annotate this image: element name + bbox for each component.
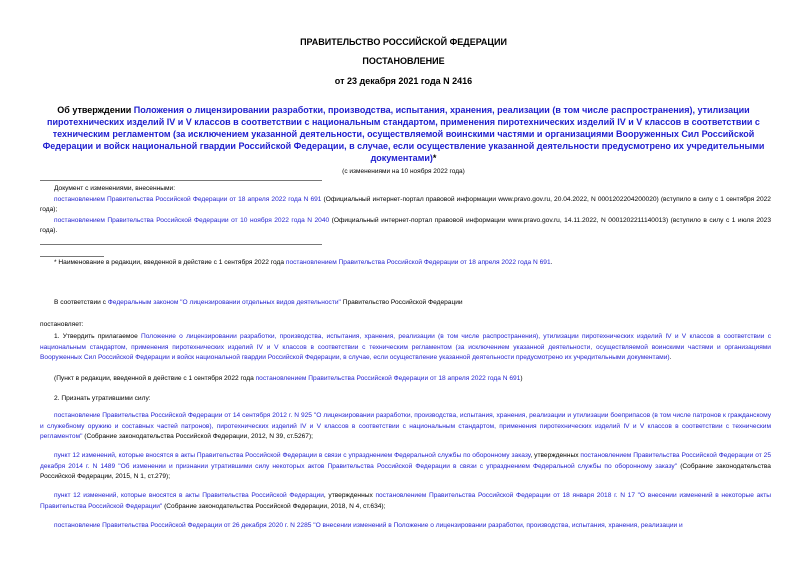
doc-date-number: от 23 декабря 2021 года N 2416: [334, 76, 473, 86]
repealed-link[interactable]: постановлением Правительства Российской Федерации от 18 января 2018 г. N 17 "О внесении изменений в некоторые акты Правительства Российской Федерации": [40, 492, 771, 510]
title-prefix: Об утверждении: [57, 105, 134, 115]
divider: [40, 244, 322, 245]
repealed-text: (Собрание законодательства Российской Федерации, 2015, N 1, ст.279);: [40, 462, 771, 480]
repealed-link[interactable]: постановлением Правительства Российской Федерации от 25 декабря 2014 г. N 1489 "Об изменении и признании утратившими силу некоторых актов Правительства Российской Федерации в связи с упразднением Федеральной службы по оборонному заказу": [40, 452, 771, 470]
point-1-end: .: [669, 354, 672, 361]
basis-text: Правительство Российской Федерации: [340, 299, 463, 306]
title-link[interactable]: Положения о лицензировании разработки, производства, испытания, хранения, реализации (в том числе распространения), утилизации пиротехнических изделий IV и V классов в соответствии с национальным стандартом, применения пиротехнических изделий IV и V классов в соответствии с техническим регламентом (за исключением указанной деятельности, осуществляемой воинскими частями и организациями Вооруженных Сил Российской Федерации и войск национальной гвардии Российской Федерации, в случае, если осуществление указанной деятельности предусмотрено их учредительными документами): [42, 105, 765, 163]
change-item: [40, 216, 771, 237]
doc-title: [40, 104, 767, 164]
repealed-link[interactable]: постановление Правительства Российской Федерации от 26 декабря 2020 г. N 2285 "О внесении изменений в Положение о лицензировании разработки, производства, испытания, хранения, реализации и: [54, 522, 683, 529]
repealed-item: [40, 411, 771, 443]
regulation-link[interactable]: Положение о лицензировании разработки, производства, испытания, хранения, реализации (в том числе распространения), утилизации пиротехнических изделий IV и V классов в соответствии с национальным стандартом, применения пиротехнических изделий IV и V классов в соответствии с техническим регламентом (за исключением указанной деятельности, осуществляемой воинскими частями и организациями Вооруженных Сил Российской Федерации и войск национальной гвардии Российской Федерации, в случае, если осуществление указанной деятельности предусмотрено их учредительными документами): [40, 333, 771, 361]
repealed-text: , утвержденных: [530, 452, 581, 459]
point-1-text: 1. Утвердить прилагаемое: [54, 333, 142, 340]
repealed-text: , утвержденных: [323, 492, 376, 499]
change-text: (Официальный интернет-портал правовой информации www.pravo.gov.ru, 14.11.2022, N 0001202211140013) (вступило в силу с 1 июля 2023 года).: [40, 216, 771, 234]
repealed-item: [40, 521, 771, 532]
repealed-link[interactable]: пункт 12 изменений, которые вносятся в акты Правительства Российской Федерации: [54, 492, 324, 499]
footnote-divider: [40, 256, 104, 257]
point-1: [40, 332, 771, 364]
repealed-link[interactable]: пункт 12 изменений, которые вносятся в акты Правительства Российской Федерации в связи с упразднением Федеральной службы по оборонному заказу: [54, 452, 531, 459]
repealed-text: (Собрание законодательства Российской Федерации, 2018, N 4, ст.634);: [162, 502, 386, 510]
point-1-note-link[interactable]: постановлением Правительства Российской Федерации от 18 апреля 2022 года N 691: [255, 375, 521, 382]
edition-note: (с изменениями на 10 ноября 2022 года): [342, 168, 465, 175]
change-item: [40, 195, 771, 216]
basis-paragraph: [40, 298, 771, 309]
repealed-item: [40, 491, 771, 512]
gov-header: ПРАВИТЕЛЬСТВО РОССИЙСКОЙ ФЕДЕРАЦИИ: [300, 37, 507, 47]
footnote-end: .: [550, 259, 553, 266]
title-suffix: *: [432, 153, 437, 163]
basis-law-link[interactable]: Федеральным законом "О лицензировании отдельных видов деятельности": [107, 299, 341, 306]
doc-type: ПОСТАНОВЛЕНИЕ: [362, 56, 445, 66]
point-1-note: [40, 374, 771, 385]
point-2: 2. Признать утратившими силу:: [54, 395, 151, 402]
repealed-text: (Собрание законодательства Российской Федерации, 2012, N 39, ст.5267);: [82, 433, 314, 440]
basis-text: В соответствии с: [54, 299, 108, 306]
repealed-link[interactable]: постановление Правительства Российской Федерации от 14 сентября 2012 г. N 925 "О лицензировании разработки, производства, испытания, хранения, реализации и утилизации боеприпасов (в том числе патронов к гражданскому и служебному оружию и составных частей патронов), пиротехнических изделий IV и V классов в соответствии с национальным стандартом, применения пиротехнических изделий IV и V классов в соответствии с техническим регламентом": [40, 412, 771, 440]
changes-block: [40, 184, 771, 237]
changes-intro: Документ с изменениями, внесенными:: [54, 185, 176, 192]
change-link[interactable]: постановлением Правительства Российской Федерации от 18 апреля 2022 года N 691: [54, 195, 322, 203]
change-link[interactable]: постановлением Правительства Российской Федерации от 10 ноября 2022 года N 2040: [54, 216, 330, 224]
change-text: (Официальный интернет-портал правовой информации www.pravo.gov.ru, 20.04.2022, N 0001202204200020) (вступило в силу с 1 сентября 2022 года);: [40, 195, 771, 213]
point-1-note-text: (Пункт в редакции, введенной в действие с 1 сентября 2022 года: [54, 375, 256, 382]
footnote-text: * Наименование в редакции, введенной в действие с 1 сентября 2022 года: [54, 259, 286, 266]
footnote: [40, 258, 771, 269]
footnote-link[interactable]: постановлением Правительства Российской Федерации от 18 апреля 2022 года N 691: [285, 259, 551, 266]
decrees-label: постановляет:: [40, 321, 84, 328]
divider: [40, 180, 322, 181]
repealed-item: [40, 451, 771, 483]
point-1-note-end: ): [520, 375, 523, 382]
